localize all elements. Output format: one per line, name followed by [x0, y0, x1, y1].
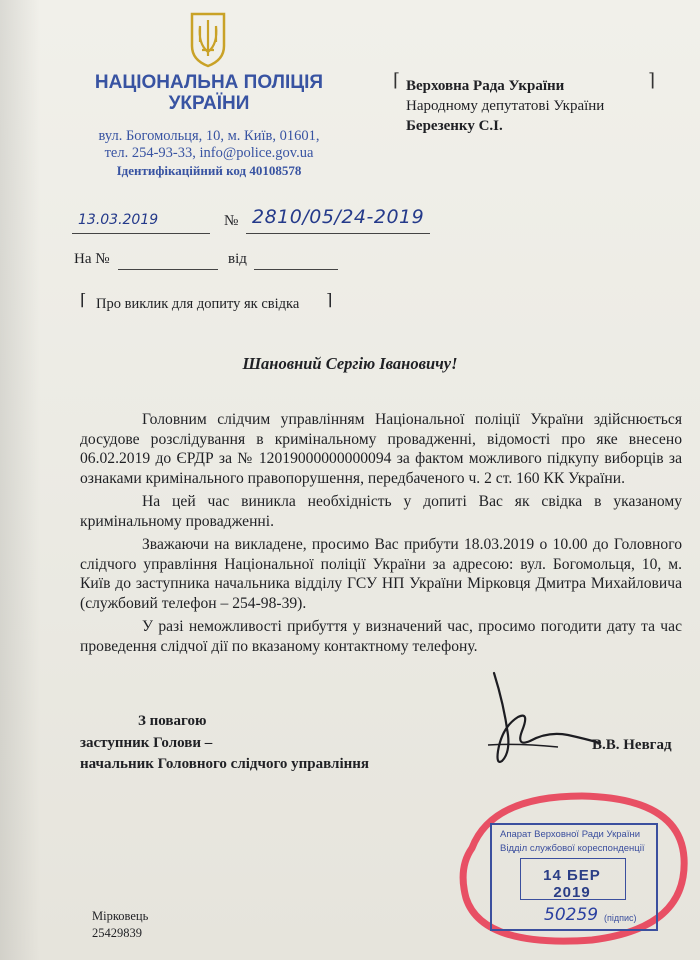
org-ident-code: Ідентифікаційний код 40108578 [116, 163, 302, 178]
executor-info [92, 908, 148, 942]
executor-phone: 25429839 [92, 926, 142, 940]
registration-stamp [490, 823, 658, 931]
recipient-bracket-close: ⌉ [648, 70, 656, 90]
reply-number-line [118, 268, 218, 270]
org-phone-email: тел. 254-93-33, info@police.gov.ua [104, 145, 314, 161]
recipient-line3: Березенку С.І. [406, 118, 503, 134]
recipient-block [406, 76, 696, 136]
body-paragraph: Зважаючи на викладене, просимо Вас прибути 18.03.2019 о 10.00 до Головного слідчого управління Національної поліції України за адресою: вул. Богомольця, 10, м. Київ до заступника начальника відділу ГСУ НП України Мірковця Дмитра Михайловича (службовий телефон – 254-98-39). [80, 536, 682, 612]
body-paragraph: У разі неможливості прибуття у визначений час, просимо погодити дату та час проведення слідчої дії по вказаному контактному телефону. [80, 618, 682, 655]
stamp-sign-label: (підпис) [604, 913, 637, 923]
org-contacts [80, 128, 338, 179]
executor-name: Мірковець [92, 909, 149, 923]
handwritten-signature [418, 665, 618, 775]
coat-of-arms-icon [188, 12, 228, 68]
stamp-dept: Відділ службової кореспонденції [500, 843, 645, 854]
outgoing-number: 2810/05/24-2019 [252, 206, 425, 228]
number-line [246, 232, 430, 234]
subject-line: Про виклик для допиту як свідка [96, 296, 300, 312]
org-name: НАЦІОНАЛЬНА ПОЛІЦІЯ УКРАЇНИ [94, 72, 324, 114]
reply-date-label: від [228, 251, 247, 267]
signer-title-line1: заступник Голови – [80, 734, 213, 751]
recipient-bracket-open: ⌈ [393, 70, 401, 90]
signer-title-line2: начальник Головного слідчого управління [80, 756, 370, 772]
stamp-date: 14 БЕР 2019 [543, 867, 601, 901]
recipient-line1: Верховна Рада України [406, 78, 565, 94]
body-paragraph: На цей час виникла необхідність у допиті Вас як свідка в указаному кримінальному провадженні. [80, 493, 682, 530]
reply-date-line [254, 268, 338, 270]
outgoing-date: 13.03.2019 [78, 212, 159, 228]
signature-block [80, 711, 440, 776]
stamp-org: Апарат Верховної Ради України [500, 829, 641, 840]
body-paragraph: Головним слідчим управлінням Національної поліції України здійснюється досудове розслідування в кримінальному провадженні, відомості про яке внесено 06.02.2019 до ЄРДР за № 12019000000000094 за фактом можливого підкупу виборців за ознаками кримінального правопорушення, передбаченого ч. 2 ст. 160 КК України. [80, 411, 682, 487]
salutation: Шановний Сергію Івановичу! [242, 354, 458, 373]
number-label: № [224, 213, 239, 229]
subject-bracket-open: ⌈ [80, 292, 87, 309]
page-shadow [0, 0, 40, 960]
date-line [72, 232, 210, 234]
signer-name: В.В. Невгад [592, 737, 672, 753]
subject-bracket-close: ⌉ [326, 292, 333, 309]
stamp-number: 50259 [544, 905, 599, 925]
reply-to-label: На № [74, 251, 110, 267]
closing-phrase: З повагою [138, 713, 207, 729]
org-address: вул. Богомольця, 10, м. Київ, 01601, [98, 128, 320, 144]
recipient-line2: Народному депутатові України [406, 98, 605, 114]
letter-body [80, 410, 682, 660]
